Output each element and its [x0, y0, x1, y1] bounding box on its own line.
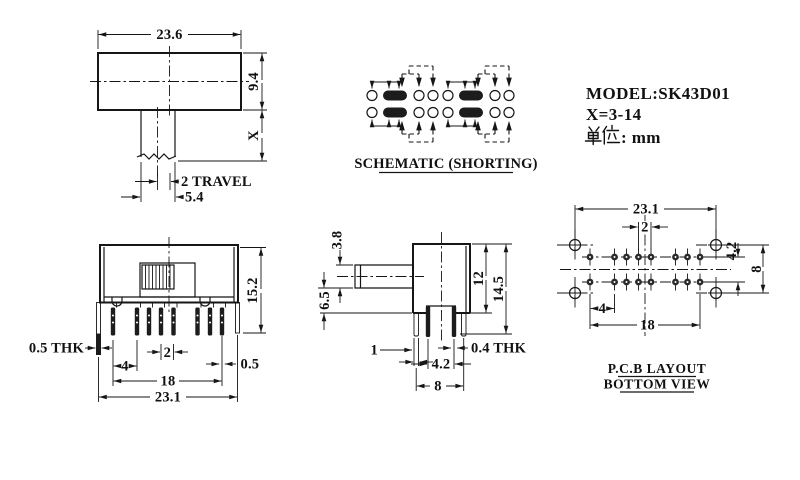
x-range: X=3-14	[586, 105, 642, 124]
dim-leg-span: 4.2	[431, 356, 451, 373]
dim-stem-width: 5.4	[185, 189, 204, 206]
left-lug	[97, 303, 101, 335]
top-view-stem	[141, 110, 175, 157]
front-pins	[110, 303, 226, 336]
dim-pcb-total-width: 23.1	[632, 201, 660, 218]
dim-lug-width: 1	[370, 342, 378, 359]
model-number: MODEL:SK43D01	[586, 84, 731, 103]
schematic-wiring-section2	[448, 66, 509, 142]
dim-side-body-width: 8	[434, 378, 442, 395]
side-view	[317, 231, 527, 395]
dim-pcb-row-gap: 4.2	[724, 241, 740, 261]
front-view	[29, 237, 266, 406]
left-lug-tip	[96, 334, 101, 355]
dim-front-center-pitch: 2	[163, 345, 172, 361]
dim-front-pin-span: 18	[160, 373, 176, 390]
hole-centerlines	[557, 229, 734, 309]
schematic-shorting-bars	[383, 91, 483, 118]
dim-lug-thickness: 0.5 THK	[28, 340, 84, 357]
dim-front-height: 15.2	[245, 277, 261, 304]
dim-side-body-height: 12	[471, 271, 487, 286]
unit-cjk-glyphs	[586, 126, 620, 145]
side-left-lug-pin	[414, 313, 419, 336]
dim-pcb-hole-row-gap: 8	[749, 265, 765, 273]
schematic-view	[354, 66, 537, 173]
slider-frame	[140, 263, 195, 297]
pcb-mounting-holes	[567, 237, 724, 301]
dim-stem-offset: 6.5	[317, 291, 333, 310]
dim-travel: 2 TRAVEL	[181, 174, 252, 190]
dim-front-total-width: 23.1	[154, 389, 182, 406]
dim-front-pitch: 4	[121, 358, 129, 375]
model-info	[586, 84, 731, 147]
front-body-inner-walls	[104, 247, 234, 302]
schematic-wiring-section1	[372, 66, 433, 142]
pcb-title: P.C.B LAYOUT	[607, 361, 707, 376]
bracket-right-leg	[452, 306, 456, 337]
unit-suffix: : mm	[621, 128, 661, 147]
dim-pcb-center-pitch: 2	[641, 219, 649, 236]
pcb-layout-view	[557, 202, 769, 393]
break-line	[137, 154, 176, 159]
schematic-title: SCHEMATIC (SHORTING)	[354, 156, 538, 172]
side-right-lug-pin	[462, 313, 467, 336]
dim-side-total-height: 14.5	[491, 275, 507, 303]
dim-top-body-height: 9.4	[246, 72, 262, 91]
front-body	[100, 245, 238, 303]
dim-stem-thickness: 3.8	[329, 230, 346, 250]
top-view	[90, 27, 267, 206]
dim-leg-thickness: 0.4 THK	[471, 340, 527, 357]
dim-top-body-width: 23.6	[156, 27, 183, 43]
dim-stem-length: X	[246, 130, 262, 141]
dim-front-pin-thickness: 0.5	[240, 356, 260, 373]
dim-pcb-pitch: 4	[598, 301, 607, 317]
pcb-subtitle: BOTTOM VIEW	[603, 376, 711, 392]
knob-hatch	[146, 265, 171, 289]
right-lug	[236, 303, 240, 334]
bracket-left-leg	[426, 306, 430, 337]
dim-pcb-pad-span: 18	[640, 317, 655, 334]
